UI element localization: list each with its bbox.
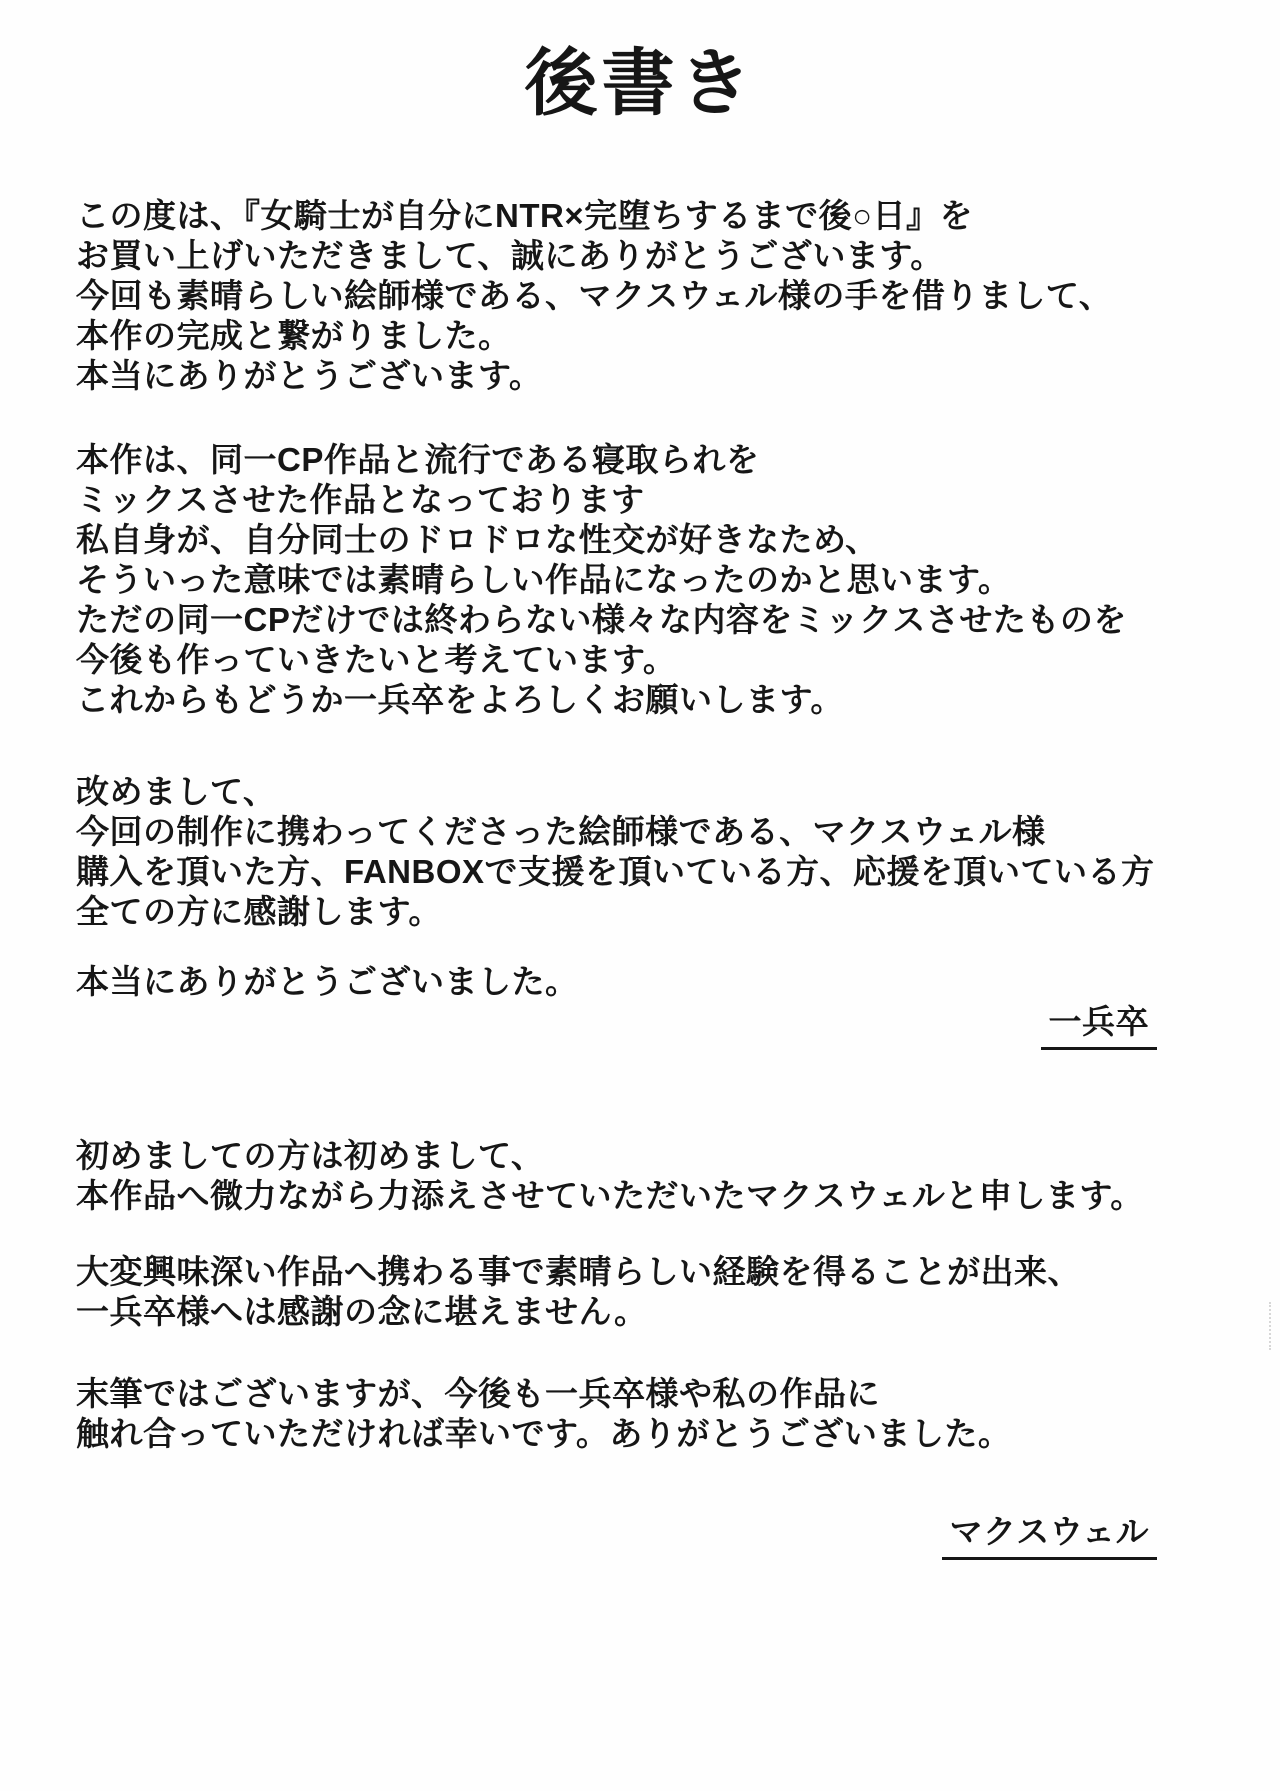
text-line: 改めまして、 <box>76 773 277 810</box>
text-line: 本作の完成と繋がりました。 <box>76 317 512 354</box>
text-line: お買い上げいただきまして、誠にありがとうございます。 <box>76 237 944 274</box>
text-line: 一兵卒様へは感謝の念に堪えません。 <box>76 1293 648 1330</box>
author-paragraph-gratitude <box>76 772 1222 932</box>
text-line: ただの同一CPだけでは終わらない様々な内容をミックスさせたものを <box>76 601 1127 638</box>
artist-signature-name: マクスウェル <box>942 1512 1157 1560</box>
text-line: この度は、『女騎士が自分にNTR×完堕ちするまで後○日』を <box>76 197 974 234</box>
artist-signature <box>76 1512 1157 1560</box>
text-line: 本当にありがとうございました。 <box>76 963 579 1000</box>
page-title: 後書き <box>524 43 756 124</box>
text-line: 触れ合っていただければ幸いです。ありがとうございました。 <box>76 1415 1012 1452</box>
text-line: 本作は、同一CP作品と流行である寝取られを <box>76 441 760 478</box>
text-line: 全ての方に感謝します。 <box>76 893 442 930</box>
author-paragraph-thanks <box>76 196 1222 396</box>
afterword-body <box>76 196 1222 1560</box>
text-line: 本作品へ微力ながら力添えさせていただいたマクスウェルと申します。 <box>76 1177 1144 1214</box>
scan-artifact <box>1269 1302 1274 1350</box>
artist-paragraph-intro <box>76 1136 1222 1216</box>
text-line: 末筆ではございますが、今後も一兵卒様や私の作品に <box>76 1375 880 1412</box>
text-line: 本当にありがとうございます。 <box>76 357 543 394</box>
author-signature <box>76 1002 1157 1050</box>
author-signature-name: 一兵卒 <box>1041 1002 1158 1050</box>
text-line: 今後も作っていきたいと考えています。 <box>76 641 677 678</box>
text-line: 大変興味深い作品へ携わる事で素晴らしい経験を得ることが出来、 <box>76 1253 1081 1290</box>
text-line: 購入を頂いた方、FANBOXで支援を頂いている方、応援を頂いている方 <box>76 853 1155 890</box>
text-line: そういった意味では素晴らしい作品になったのかと思います。 <box>76 561 1012 598</box>
text-line: 私自身が、自分同士のドロドロな性交が好きなため、 <box>76 521 879 558</box>
author-paragraph-closing <box>76 962 1222 1002</box>
artist-paragraph-closing <box>76 1374 1222 1454</box>
text-line: 今回も素晴らしい絵師様である、マクスウェル様の手を借りまして、 <box>76 277 1113 314</box>
author-paragraph-about-work <box>76 440 1222 720</box>
text-line: ミックスさせた作品となっております <box>76 481 645 518</box>
artist-paragraph-experience <box>76 1252 1222 1332</box>
text-line: 初めましての方は初めまして、 <box>76 1137 545 1174</box>
text-line: 今回の制作に携わってくださった絵師様である、マクスウェル様 <box>76 813 1046 850</box>
text-line: これからもどうか一兵卒をよろしくお願いします。 <box>76 681 844 718</box>
